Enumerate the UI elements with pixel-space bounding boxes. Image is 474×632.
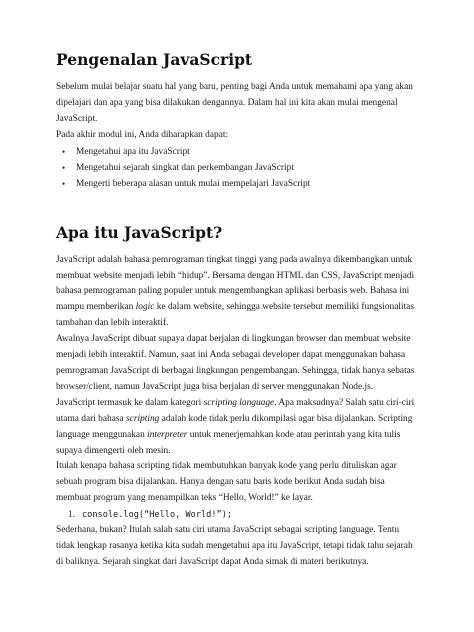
section-title-pengenalan: Pengenalan JavaScript [56,50,253,69]
list-item [62,176,418,192]
intro-paragraph: Sebelum mulai belajar suatu hal yang baru, penting bagi Anda untuk memahami apa yang akan dipelajari dan apa yang bisa dilakukan dengannya. Dalam hal ini kita akan mulai mengenal JavaScript. [56,82,413,124]
paragraph-closing: Sederhana, bukan? Itulah salah satu ciri utama JavaScript sebagai scripting language. Tentu tidak lengkap rasanya ketika kita sudah mengetahui apa itu JavaScript, tetapi tidak tahu sejarah di baliknya. Sejarah singkat dari JavaScript dapat Anda simak di materi berikutnya. [56,525,413,567]
bullet-icon: • [62,146,66,157]
term-logic: logic [135,302,155,313]
term-scripting: scripting [126,413,160,424]
code-line-number: 1. [68,510,76,521]
list-item [62,144,418,160]
code-line: console.log(“Hello, World!”); [82,510,233,521]
intro-goals-lead: Pada akhir modul ini, Anda diharapkan dapat: [56,129,229,140]
term-interpreter: interpreter [147,429,188,440]
list-item-text: Mengetahui sejarah singkat dan perkembangan JavaScript [76,162,294,173]
paragraph-definition: JavaScript adalah bahasa pemrograman tingkat tinggi yang pada awalnya dikembangkan untuk membuat website menjadi lebih “hidup”. Bersama dengan HTML dan CSS, JavaScript menjadi bahasa pemrograman paling populer untuk mengembangkan aplikasi berbasis web. Bahasa ini mampu memberikan logic ke dalam website, sehingga website tersebut memiliki fungsionalitas tambahan dan lebih interaktif. [56,254,415,329]
list-item-text: Mengetahui apa itu JavaScript [76,146,190,157]
paragraph-hello-world: Itulah kenapa bahasa scripting tidak membutuhkan banyak kode yang perlu dituliskan agar sebuah program bisa dijalankan. Hanya dengan satu baris kode berikut Anda sudah bisa membuat program yang menampilkan teks “Hello, World!” ke layar. [56,461,397,504]
goals-list [56,144,418,192]
code-block [56,507,418,523]
bullet-icon: • [62,162,66,173]
paragraph-scripting: JavaScript termasuk ke dalam kategori scripting language. Apa maksudnya? Salah satu ciri-ciri utama dari bahasa scripting adalah kode tidak perlu dikompilasi agar bisa dijalankan. Scripting language menggunakan interpreter untuk menerjemahkan kode atau perintah yang kita tulis supaya dimengerti oleh mesin. [56,397,415,456]
section-title-apa-itu: Apa itu JavaScript? [56,222,223,242]
paragraph-environment: Awalnya JavaScript dibuat supaya dapat berjalan di lingkungan browser dan membuat website menjadi lebih interaktif. Namun, saat ini Anda sebagai developer dapat menggunakan bahasa pemrograman JavaScript di berbagai lingkungan pengembangan. Sehingga, tidak hanya sebatas browser/client, namun JavaScript juga bisa berjalan di server menggunakan Node.js. [56,334,415,392]
list-item-text: Mengerti beberapa alasan untuk mulai mempelajari JavaScript [76,178,311,189]
term-scripting-language: scripting language [203,397,275,408]
list-item [62,160,418,176]
bullet-icon: • [62,178,66,189]
